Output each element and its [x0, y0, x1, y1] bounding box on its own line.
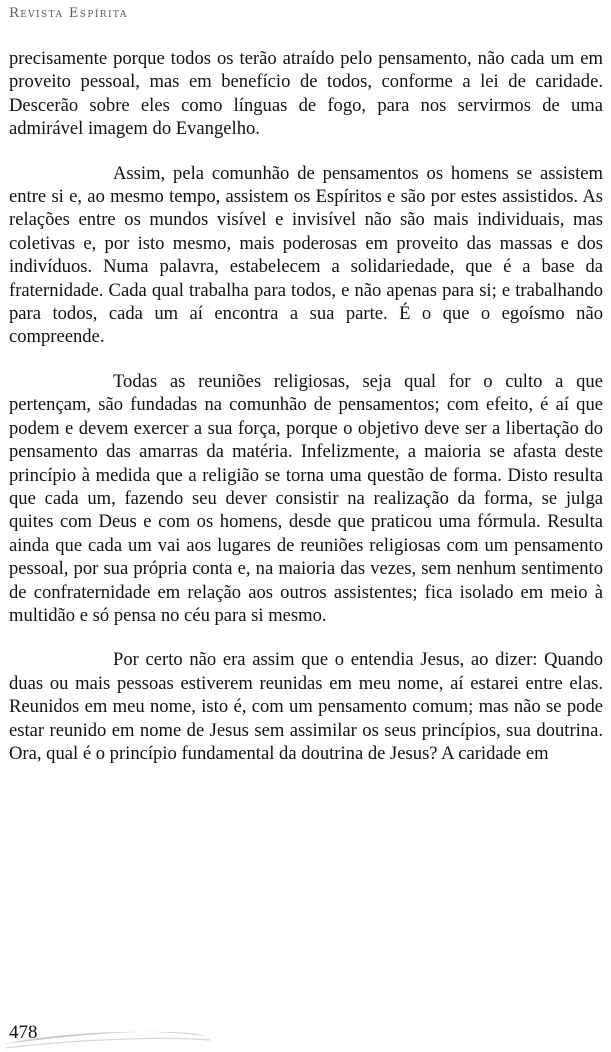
body-text [9, 47, 603, 786]
paragraph-4: Por certo não era assim que o entendia Jesus, ao dizer: Quando duas ou mais pessoas estiverem reunidas em meu nome, aí estarei entre elas. Reunidos em meu nome, isto é, com um pensamento comum; mas não se pode estar reunido em nome de Jesus sem assimilar os seus princípios, sua doutrina. Ora, qual é o princípio fundamental da doutrina de Jesus? A caridade em [9, 649, 603, 764]
paragraph-2: Assim, pela comunhão de pensamentos os homens se assistem entre si e, ao mesmo tempo, assistem os Espíritos e são por estes assistidos. As relações entre os mundos visível e invisível não são mais individuais, mas coletivas e, por isto mesmo, mais poderosas em proveito das massas e dos indivíduos. Numa palavra, estabelecem a solidariedade, que é a base da fraternidade. Cada qual trabalha para todos, e não apenas para si; e trabalhando para todos, cada um aí encontra a sua parte. É o que o egoísmo não compreende. [9, 162, 603, 348]
paragraph-1: precisamente porque todos os terão atraído pelo pensamento, não cada um em proveito pessoal, mas em benefício de todos, conforme a lei de caridade. Descerão sobre eles como línguas de fogo, para nos servirmos de uma admirável imagem do Evangelho. [9, 48, 603, 140]
running-head-title: Revista Espírita [9, 6, 128, 21]
paragraph-3: Todas as reuniões religiosas, seja qual for o culto a que pertençam, são fundadas na comunhão de pensamentos; com efeito, é aí que podem e devem exercer a sua força, porque o objetivo deve ser a libertação do pensamento das amarras da matéria. Infelizmente, a maioria se afasta deste princípio à medida que a religião se torna uma questão de forma. Disto resulta que cada um, fazendo seu dever consistir na realização da forma, se julga quites com Deus e com os homens, desde que praticou uma fórmula. Resulta ainda que cada um vai aos lugares de reuniões religiosas com um pensamento pessoal, por sua própria conta e, na maioria das vezes, sem nenhum sentimento de confraternidade em relação aos outros assistentes; fica isolado em meio à multidão e só pensa no céu para si mesmo. [9, 370, 603, 626]
page-number: 478 [9, 1022, 38, 1043]
